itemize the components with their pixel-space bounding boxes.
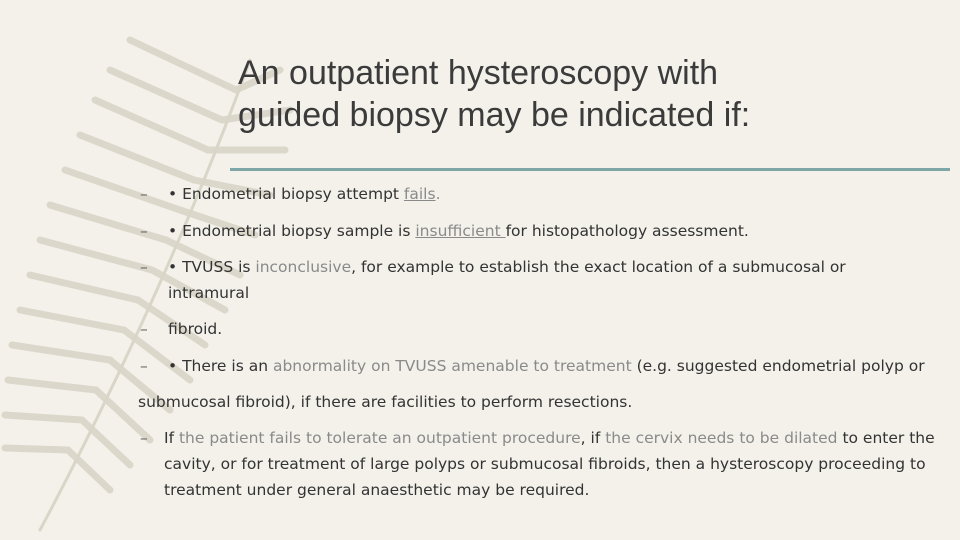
dash-bullet: – xyxy=(140,429,148,447)
title-line-2: guided biopsy may be indicated if: xyxy=(238,96,751,134)
list-continuation: submucosal fibroid), if there are facilities to perform resections. xyxy=(138,393,633,411)
dash-bullet: – xyxy=(140,258,148,276)
dash-bullet: – xyxy=(140,222,148,240)
title-divider xyxy=(230,168,950,171)
list-item: – • Endometrial biopsy attempt fails. xyxy=(140,181,940,207)
dash-bullet: – xyxy=(140,320,148,338)
title-line-1: An outpatient hysteroscopy with xyxy=(238,54,719,92)
list-item: – • Endometrial biopsy sample is insufficient for histopathology assessment. xyxy=(140,218,940,244)
slide-title xyxy=(238,52,938,136)
dash-bullet: – xyxy=(140,185,148,203)
list-item: – If the patient fails to tolerate an outpatient procedure, if the cervix needs to be dilated to enter the cavity, or for treatment of large polyps or submucosal fibroids, then a hysteroscopy proceeding to treatment under general anaesthetic may be required. xyxy=(140,425,940,503)
dash-bullet: – xyxy=(140,357,148,375)
list-item: – • There is an abnormality on TVUSS amenable to treatment (e.g. suggested endometrial polyp or xyxy=(140,353,955,379)
list-item: – • TVUSS is inconclusive, for example to establish the exact location of a submucosal or intramural xyxy=(140,254,900,306)
list-item: – fibroid. xyxy=(140,316,940,342)
